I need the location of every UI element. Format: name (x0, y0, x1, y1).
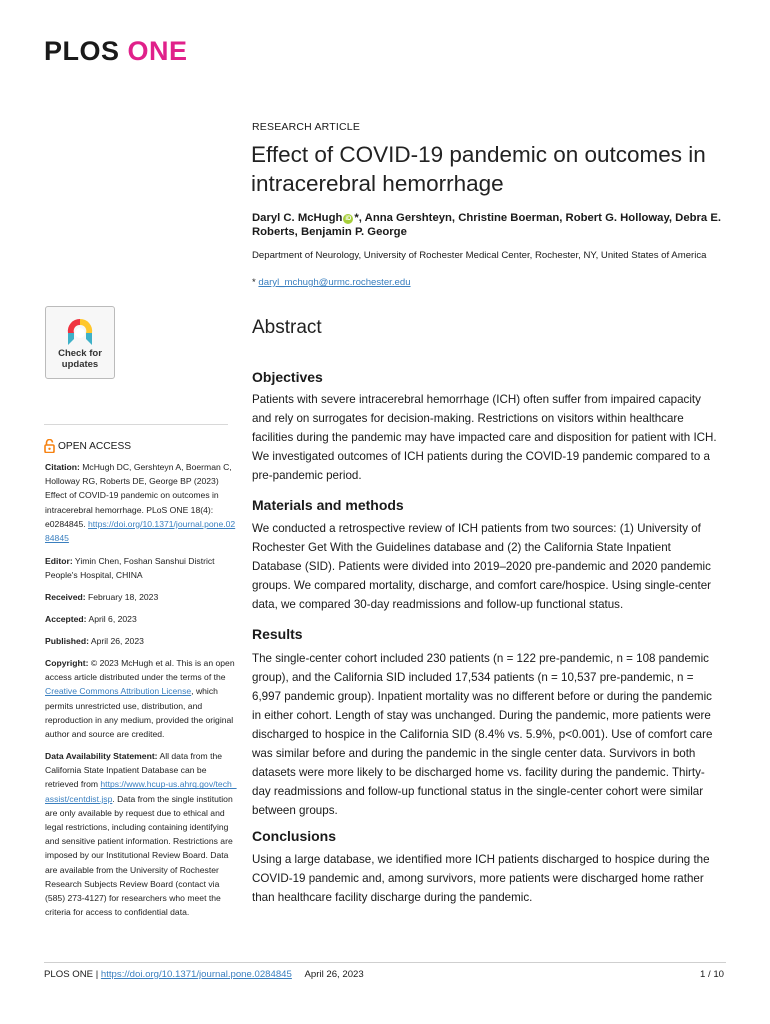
accepted-block (45, 612, 237, 626)
crossmark-icon (62, 313, 98, 349)
methods-text: We conducted a retrospective review of ICH patients from two sources: (1) University of Rochester Get With the Guidelines database and (2) the California State Inpatient Database (SID). Patients were divided into 2019–2020 pre-pandemic and 2020 pandemic groups. We compared mortality, discharge, and comfort care/hospice. Using single-center data, we compared 30-day readmissions and follow-up functional status. (252, 522, 712, 611)
email-marker: * (252, 277, 256, 288)
corresponding-email (252, 277, 411, 288)
results-heading: Results (252, 626, 303, 642)
citation-label: Citation: (45, 462, 80, 472)
data-availability-tail: . Data from the single institution are only available by request due to ethical and legal restrictions, including containing identifying and sensitive patient information. Restrictions are imposed by our Institutional Review Board. Data are available from the University of Rochester Research Subjects Review Board (contact via (585) 273-4127) for researchers who meet the criteria for access to confidential data. (45, 793, 233, 918)
accepted-date: April 6, 2023 (88, 614, 137, 624)
orcid-icon[interactable]: iD (345, 216, 352, 222)
received-date: February 18, 2023 (88, 592, 159, 602)
check-for-updates-badge[interactable] (45, 306, 115, 379)
footer-citation (44, 969, 364, 980)
data-availability-text: All data from the California State Inpatient Database can be retrieved from (45, 751, 223, 790)
affiliation: Department of Neurology, University of Rochester Medical Center, Rochester, NY, United States of America (252, 250, 707, 261)
editor-block (45, 554, 237, 582)
published-date: April 26, 2023 (90, 636, 144, 646)
data-availability-block (45, 749, 237, 919)
open-access-text: OPEN ACCESS (58, 440, 132, 452)
accepted-label: Accepted: (45, 614, 87, 624)
abstract-heading: Abstract (252, 317, 322, 338)
page-number: 1 / 10 (699, 969, 724, 980)
citation-doi-link[interactable]: https://doi.org/10.1371/journal.pone.0284845 (45, 518, 236, 544)
footer-doi-link[interactable]: https://doi.org/10.1371/journal.pone.0284845 (100, 969, 292, 980)
sidebar-divider (44, 424, 228, 425)
open-lock-icon (44, 439, 55, 453)
copyright-tail: , which permits unrestricted use, distribution, and reproduction in any medium, provided the original author and source are credited. (45, 686, 234, 740)
plos-one-logo[interactable] (44, 38, 188, 65)
corresponding-marker: * (354, 212, 359, 224)
footer-rule (44, 962, 726, 963)
copyright-text: © 2023 McHugh et al. This is an open access article distributed under the terms of the (45, 658, 235, 683)
data-availability-label: Data Availability Statement: (45, 751, 158, 761)
license-link[interactable]: Creative Commons Attribution License (45, 686, 192, 697)
logo-plos: PLOS (44, 36, 120, 66)
results-text: The single-center cohort included 230 patients (n = 122 pre-pandemic, n = 108 pandemic group), and the California SID included 17,534 patients (n = 10,537 pre-pandemic, n = 6,997 pandemic group). Inpatient mortality was no different before or during the pandemic in either cohort. Length of stay was unchanged. During the pandemic, more patients were discharged to hospice in the California SID (8.4% vs. 5.9%, p<0.001). Use of comfort care was similar before and during the pandemic in the single center data. Survivors in both datasets were more likely to be discharged home vs. facility during the pandemic. Thirty-day readmissions and follow-up functional status in the single-center cohort were similar between groups. (252, 652, 713, 817)
article-type: RESEARCH ARTICLE (252, 121, 361, 133)
cfu-line1: Check for (58, 348, 102, 359)
article-title: Effect of COVID-19 pandemic on outcomes in intracerebral hemorrhage (251, 142, 706, 196)
cfu-line2: updates (61, 358, 99, 370)
objectives-heading: Objectives (252, 369, 323, 385)
hcup-link[interactable]: https://www.hcup-us.ahrq.gov/tech_assist/centdist.jsp (45, 779, 237, 804)
other-authors: , Anna Gershteyn, Christine Boerman, Robert G. Holloway, Debra E. Roberts, Benjamin P. George (252, 212, 721, 238)
copyright-block (45, 656, 237, 741)
open-access-label (44, 439, 131, 453)
received-label: Received: (45, 592, 86, 602)
methods-heading: Materials and methods (252, 497, 404, 513)
published-block (45, 634, 237, 648)
footer-date: April 26, 2023 (304, 969, 364, 980)
footer-sep: | (93, 969, 101, 980)
citation-block (45, 460, 237, 545)
footer-journal: PLOS ONE (44, 969, 94, 980)
objectives-text: Patients with severe intracerebral hemorrhage (ICH) often suffer from impaired capacity and rely on surrogates for decision-making. Restrictions on visitors within healthcare facilities during the pandemic may have impacted care and disposition for patient with ICH. We investigated outcomes of ICH patients during the COVID-19 pandemic compared to a pre-pandemic period. (252, 393, 717, 482)
editor-text: Yimin Chen, Foshan Sanshui District People's Hospital, CHINA (45, 556, 215, 581)
editor-label: Editor: (45, 556, 73, 566)
logo-one: ONE (127, 36, 188, 66)
email-link[interactable]: daryl_mchugh@urmc.rochester.edu (258, 277, 411, 288)
first-author[interactable]: Daryl C. McHugh (252, 212, 343, 224)
published-label: Published: (45, 636, 89, 646)
author-list (252, 211, 722, 239)
received-block (45, 590, 237, 604)
copyright-label: Copyright: (45, 658, 89, 668)
citation-text: McHugh DC, Gershteyn A, Boerman C, Holloway RG, Roberts DE, George BP (2023) Effect of COVID-19 pandemic on outcomes in intracerebral hemorrhage. PLoS ONE 18(4): e0284845. (45, 462, 232, 529)
conclusions-heading: Conclusions (252, 828, 337, 844)
conclusions-text: Using a large database, we identified more ICH patients discharged to hospice during the COVID-19 pandemic and, among survivors, more patients were discharged home rather than healthcare facility discharge during the pandemic. (252, 853, 710, 904)
